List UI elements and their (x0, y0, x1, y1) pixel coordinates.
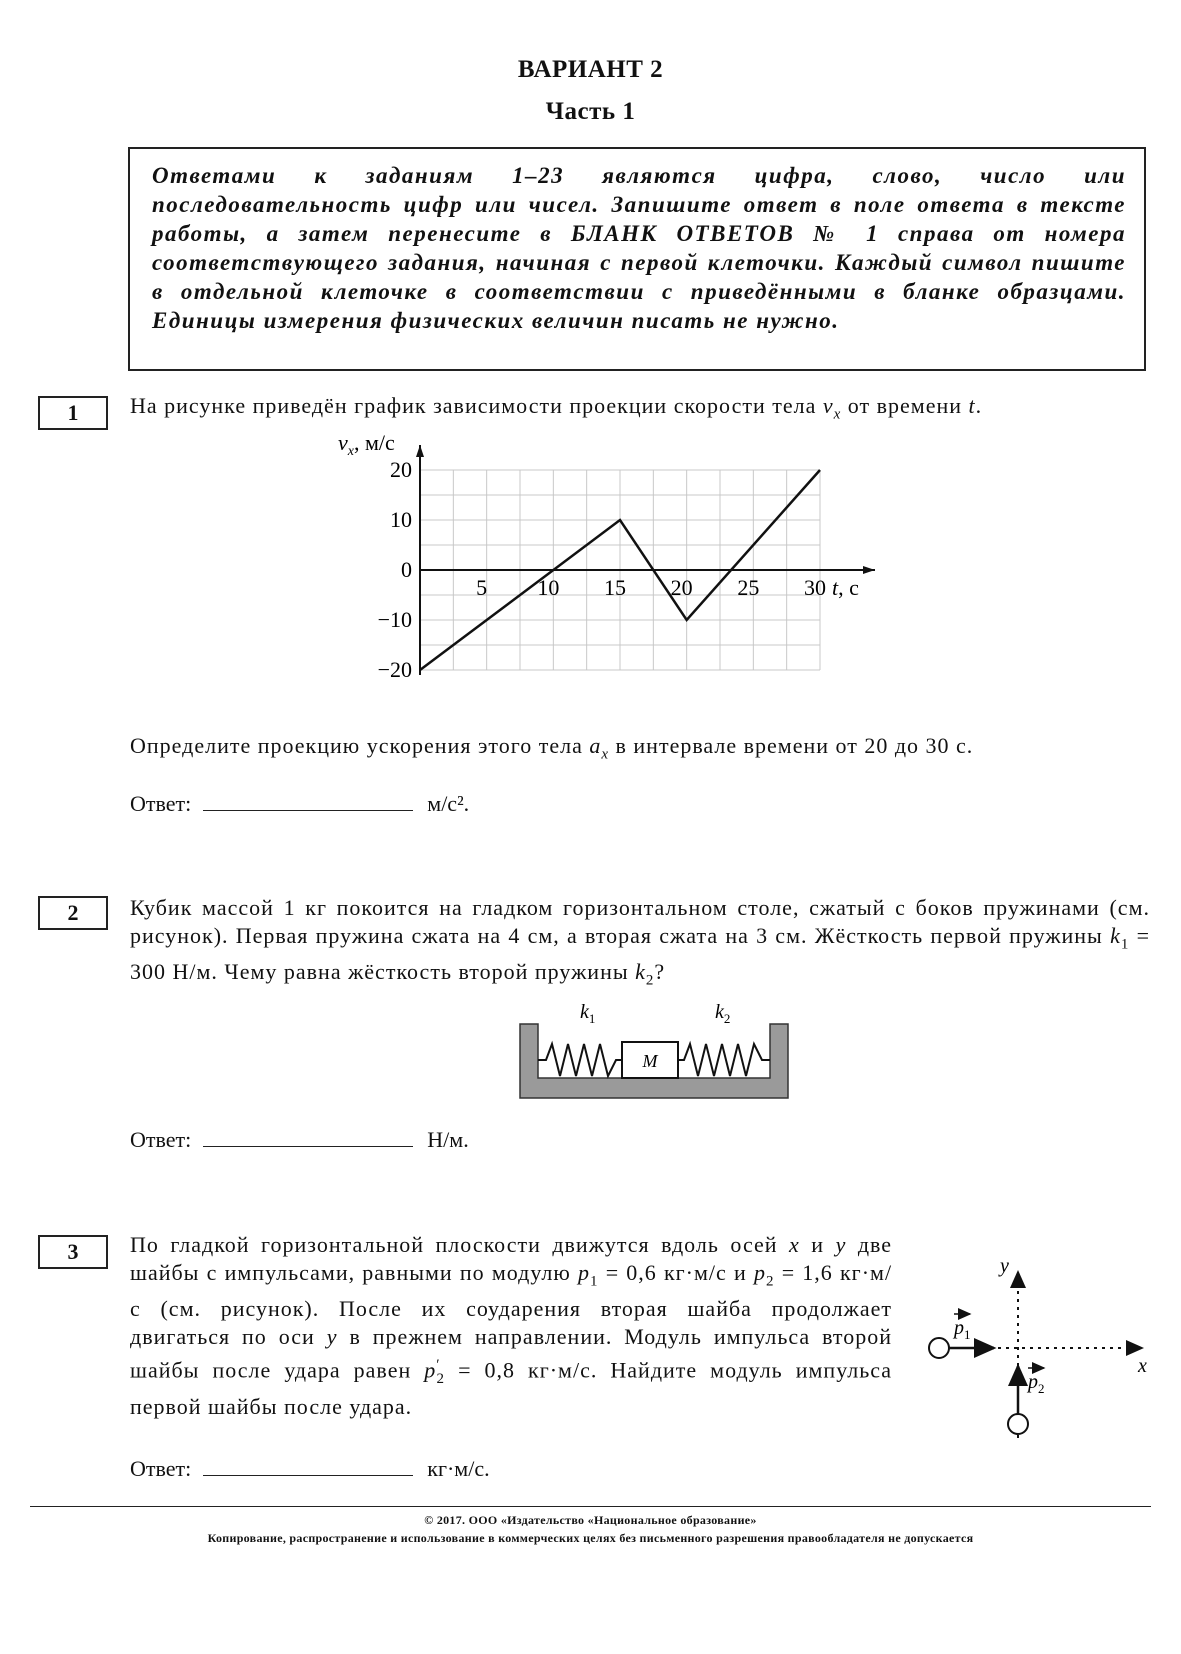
task3-text-5: Найдите модуль импульса первой шайбы после удара. (130, 1357, 893, 1420)
task3-text-2: две шайбы с импульсами, равными по модулю (130, 1232, 893, 1285)
task1-var-sub: x (833, 406, 842, 423)
task2-text (130, 894, 1150, 995)
task3-text-4: в прежнем направлении. Модуль импульса второй шайбы после удара равен (130, 1324, 893, 1383)
task3-answer (130, 1455, 490, 1482)
task3-and: и (811, 1232, 825, 1257)
task2-answer-field[interactable] (203, 1126, 413, 1147)
variant-title: ВАРИАНТ 2 (517, 56, 664, 83)
y-axis-label: $v_x$, м/с (338, 430, 395, 459)
x-tick-label: 5 (476, 575, 488, 600)
task3-axis-y2: y (326, 1324, 338, 1350)
task1-answer (130, 790, 469, 817)
task2-text-2: Чему равна жёсткость второй пружины (224, 959, 629, 985)
task1-text-end: . (975, 393, 983, 418)
task3-answer-unit: кг·м/с. (427, 1456, 490, 1481)
task1-text (130, 392, 1150, 428)
task2-text-end: ? (654, 959, 666, 985)
spring-k1-label: $k_1$ (580, 1001, 596, 1026)
task3-p2p-var: p (424, 1357, 437, 1383)
task-number-1: 1 (38, 396, 108, 430)
task3-text (130, 1231, 892, 1421)
task3-p1-value: = 0,6 кг·м/с (605, 1260, 727, 1285)
spring-k2 (678, 1044, 770, 1076)
task2-answer-label: Ответ: (130, 1127, 192, 1152)
task3-and2: и (734, 1260, 747, 1285)
y-axis-label: y (1000, 1255, 1009, 1277)
task2-answer-unit: Н/м. (427, 1127, 469, 1152)
mass-label: M (642, 1051, 658, 1071)
task1-answer-label: Ответ: (130, 791, 192, 816)
task3-p2p-value: = 0,8 кг·м/с. (458, 1357, 598, 1383)
task3-p1-var: p (577, 1260, 590, 1285)
puck-2 (1008, 1414, 1028, 1434)
task1-text-mid: от времени (847, 393, 963, 418)
task2-k2-sub: 2 (645, 972, 655, 989)
part-title: Часть 1 (545, 98, 636, 125)
task1-var-t: t (968, 393, 976, 418)
task1-var-a-sub: x (601, 746, 610, 763)
task3-p2-sub: 2 (766, 1273, 775, 1290)
x-tick-label: 15 (604, 575, 626, 600)
task2-text-1: Кубик массой 1 кг покоится на гладком горизонтальном столе, сжатый с боков пружинами (см. рисунок). Первая пружина сжата на 4 см, а вторая сжата на 3 см. Жёсткость первой пружины (130, 895, 1150, 948)
task1-answer-field[interactable] (203, 790, 413, 811)
task3-p2p-prime: ′ (436, 1357, 441, 1374)
footer-copyright: © 2017. ООО «Издательство «Национальное образование» (424, 1513, 757, 1527)
p1-label: $p_1$ (954, 1317, 971, 1342)
task1-var-a: a (589, 733, 602, 758)
task1-question-before: Определите проекцию ускорения этого тела (130, 733, 583, 758)
task3-p2p-sub: 2 (436, 1371, 446, 1388)
task3-text-1: По гладкой горизонтальной плоскости движутся вдоль осей (130, 1232, 778, 1257)
x-tick-label: 10 (537, 575, 560, 600)
chart-labels (338, 430, 859, 682)
instructions-box: Ответами к заданиям 1–23 являются цифра, слово, число или последовательность цифр или чисел. Запишите ответ в поле ответа в тексте работы, а затем перенесите в БЛАНК ОТВЕТОВ № 1 справа от номера соответствующего задания, начиная с первой клеточки. Каждый символ пишите в отдельной клеточке в соответствии с приведёнными в бланке образцами. Единицы измерения физических величин писать не нужно. (128, 147, 1146, 371)
task1-text-before: На рисунке приведён график зависимости проекции скорости тела (130, 393, 817, 418)
task1-question (130, 732, 1150, 768)
task2-k1-sub: 1 (1120, 936, 1130, 953)
task2-k1-var: k (1110, 923, 1121, 948)
task1-var-v: v (822, 393, 834, 418)
task3-answer-field[interactable] (203, 1455, 413, 1476)
task3-answer-label: Ответ: (130, 1456, 192, 1481)
y-tick-label: 10 (390, 507, 412, 532)
y-tick-label: 0 (401, 557, 412, 582)
task3-p2-var: p (754, 1260, 766, 1285)
task3-axis-x: x (789, 1232, 800, 1257)
pucks-figure (910, 1248, 1160, 1448)
y-tick-label: −20 (377, 657, 412, 682)
task3-axis-y: y (835, 1232, 847, 1257)
springs-figure (520, 1000, 790, 1100)
spring-k1 (538, 1044, 622, 1076)
spring-k2-label: $k_2$ (715, 1001, 731, 1026)
x-axis-arrow (863, 566, 875, 574)
task2-k1-value: = 300 Н/м. (130, 923, 1150, 985)
velocity-time-chart (338, 430, 940, 720)
task3-p1-sub: 1 (589, 1273, 599, 1290)
task2-k2-var: k (635, 959, 646, 985)
x-tick-label: 25 (737, 575, 760, 600)
p2-label: $p_2$ (1028, 1371, 1045, 1396)
y-axis-arrow (416, 445, 424, 457)
task3-p2-value: = 1,6 кг·м/с (см. рисунок). (130, 1260, 893, 1322)
x-tick-label: 20 (670, 575, 693, 600)
task-number-3: 3 (38, 1235, 108, 1269)
x-tick-label: 30 (804, 575, 826, 600)
footer-notice: Копирование, распространение и использование в коммерческих целях без письменного разрешения правообладателя не допускается (207, 1531, 974, 1545)
task1-answer-unit: м/с². (427, 791, 470, 816)
puck-1 (929, 1338, 949, 1358)
y-tick-label: 20 (390, 457, 412, 482)
task-number-2: 2 (38, 896, 108, 930)
footer-divider (30, 1506, 1151, 1507)
x-axis-label: t, с (832, 575, 859, 600)
task3-text-3: После их соударения вторая шайба продолжает двигаться по оси (130, 1296, 892, 1350)
task1-question-after: в интервале времени от 20 до 30 с. (615, 733, 974, 758)
task2-answer (130, 1126, 469, 1153)
y-tick-label: −10 (377, 607, 412, 632)
x-axis-label: x (1138, 1355, 1147, 1377)
